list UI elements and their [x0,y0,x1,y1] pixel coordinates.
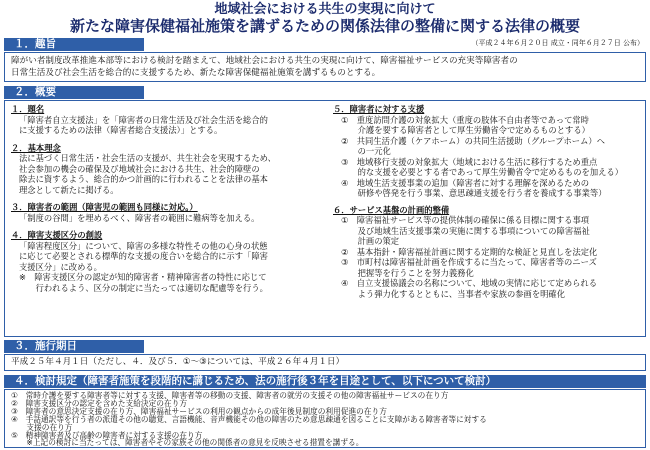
item-6-line: 及び地域生活支援事業の実施に関する事項についての障害福祉 [341,225,590,236]
section-1-box [4,52,646,82]
item-6-line: ① 障害福祉サービス等の提供体制の確保に係る目標に関する事項 [341,215,590,225]
item-6-line: ② 基本指針・障害福祉計画に関する定期的な検証と見直しを法定化 [341,246,598,257]
item-6-heading: ６．サービス基盤の計画的整備 [333,204,450,215]
item-5-heading: ５．障害者に対する支援 [333,104,425,114]
item-4-heading: ４．障害支援区分の創設 [11,230,103,240]
review-item: ⑤ 精神障害者及び高齢の障害者に対する支援の在り方 [11,430,203,440]
item-1-line: 「障害者自立支援法」を「障害者の日常生活及び社会生活を総合的 [19,114,268,125]
item-5-line: 研修や啓発を行う事業、意思疎通支援を行う者を養成する事業等） [341,188,607,198]
section-3-line: 平成２５年４月１日（ただし、４．及び５．①～③については、平成２６年４月１日） [11,357,345,367]
section-2-right-column [333,104,643,299]
item-3-heading: ３．障害者の範囲（障害児の範囲も同様に対応。） [11,202,198,212]
section-2-heading: ２．概要 [4,86,144,99]
review-item: ④ 手話通訳等を行う者の派遣その他の聴覚、言語機能、音声機能その他の障害のため意思疎通を図ることに支障がある障害者等に対する [11,414,487,424]
item-5-line: 介護を要する障害者として厚生労働省令で定めるものとする） [341,125,590,135]
review-item: ③ 障害者の意思決定支援の在り方、障害福祉サービスの利用の観点からの成年後見制度の利用促進の在り方 [11,406,387,416]
item-2-line: 除去に資するよう、総合的かつ計画的に行われることを法律の基本 [19,174,268,184]
item-4-line: 「障害程度区分」について、障害の多様な特性その他の心身の状態 [19,240,268,251]
section-2-box [4,100,646,337]
section-1-line: 日常生活及び社会生活を総合的に支援するため、新たな障害保健福祉施策を講ずるものとする。 [11,68,381,78]
section-1-heading: １．趣旨 [4,38,144,51]
section-1-line: 障がい者制度改革推進本部等における検討を踏まえて、地域社会における共生の実現に向けて、障害福祉サービスの充実等障害者の [11,56,518,66]
item-2-line: 理念として新たに掲げる。 [19,184,119,195]
section-3-box [4,354,646,371]
item-2-line: 法に基づく日常生活・社会生活の支援が、共生社会を実現するため、 [19,153,276,163]
item-4-line: に応じて必要とされる標準的な支援の度合いを総合的に示す「障害 [19,251,268,261]
item-3-line: 「制度の谷間」を埋めるべく、障害者の範囲に難病等を加える。 [19,212,260,223]
item-4-line: 行われるよう、区分の制定に当たっては適切な配慮等を行う。 [19,282,268,293]
section-2-left-column [11,104,321,293]
item-6-line: 把握等を行うことを努力義務化 [341,267,474,278]
item-1-heading: １．題名 [11,104,45,114]
item-1-line: に支援するための法律（障害者総合支援法）」とする。 [19,125,223,135]
section-4-box [4,389,646,448]
section-3-heading: ３．施行期日 [4,340,144,353]
title-line-2: 新たな障害保健福祉施策を講ずるための関係法律の整備に関する法律の概要 [69,17,580,35]
item-6-line: 計画の策定 [341,236,400,246]
item-6-line: ③ 市町村は障害福祉計画を作成するに当たって、障害者等のニーズ [341,257,597,267]
item-5-line: ② 共同生活介護（ケアホーム）の共同生活援助（グループホーム）へ [341,135,605,146]
section-4-list [11,392,487,447]
item-2-line: 社会参加の機会の確保及び地域社会における共生、社会的障壁の [19,163,260,174]
item-5-line: ③ 地域移行支援の対象拡大（地域における生活に移行するため重点 [341,156,598,167]
item-5-line: ① 重度訪問介護の対象拡大（重度の肢体不自由者等であって常時 [341,114,589,125]
item-5-line: ④ 地域生活支援事業の追加（障害者に対する理解を深めるための [341,177,590,188]
item-6-line: よう弾力化するとともに、当事者や家族の参画を明確化 [341,288,566,299]
item-2-heading: ２．基本理念 [11,142,61,153]
item-5-line: 的な支援を必要とする者であって厚生労働省令で定めるものを加える） [341,167,624,177]
item-4-line: 支援区分」に改める。 [19,261,102,272]
item-4-line: ※ 障害支援区分の認定が知的障害者・精神障害者の特性に応じて [19,272,267,282]
review-item: ① 常時介護を要する障害者等に対する支援、障害者等の移動の支援、障害者の就労の支援その他の障害福祉サービスの在り方 [11,391,449,400]
item-5-line: の一元化 [341,146,391,156]
review-note: ※上記の検討に当たっては、障害者やその家族その他の関係者の意見を反映させる措置を講ずる。 [11,438,364,448]
item-6-line: ④ 自立支援協議会の名称について、地域の実情に応じて定められる [341,278,598,288]
review-item: ② 障害支援区分の認定を含めた支給決定の在り方 [11,398,188,408]
title-line-1: 地域社会における共生の実現に向けて [214,2,436,17]
review-item: 支援の在り方 [11,422,73,432]
date-note: （平成２４年６月２０日 成立・同年６月２７日 公布） [471,39,644,47]
section-4-heading: ４．検討規定（障害者施策を段階的に講じるため、法の施行後３年を目途として、以下について検討） [4,375,646,388]
